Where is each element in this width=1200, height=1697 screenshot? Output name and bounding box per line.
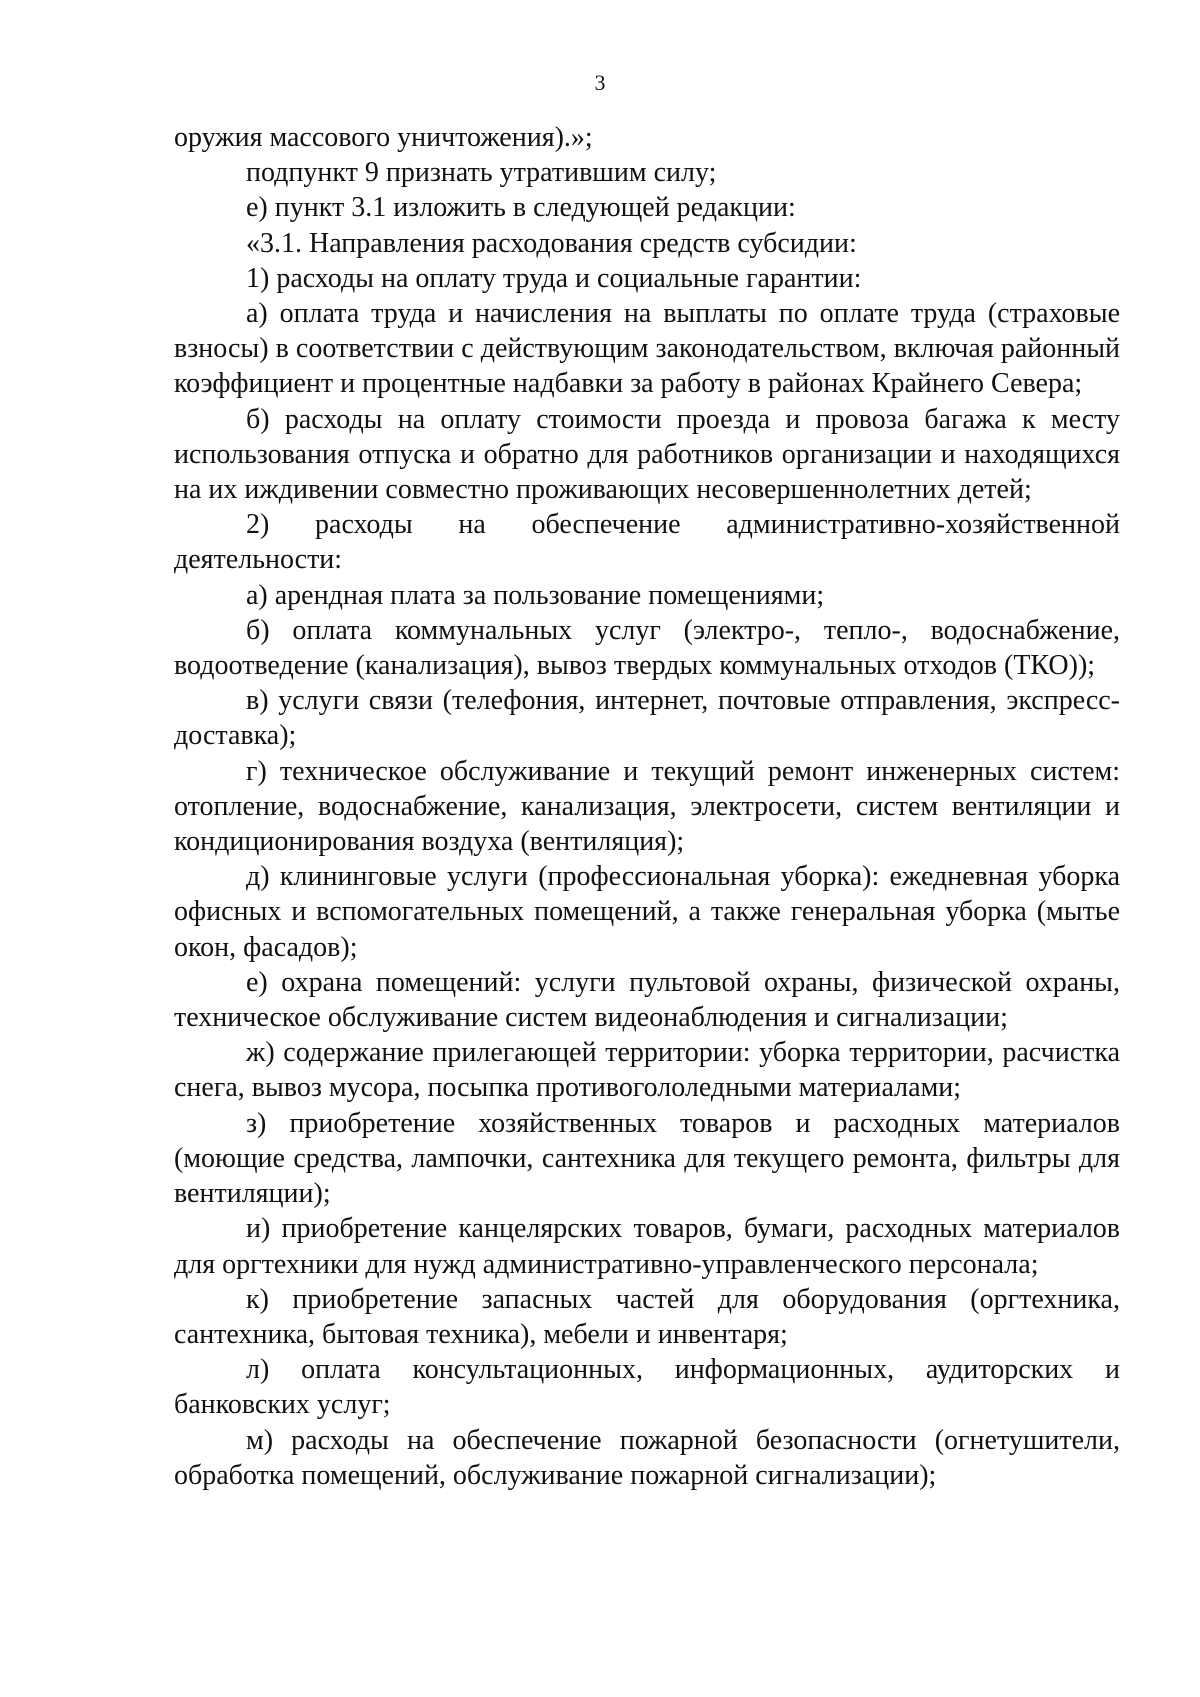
paragraph: е) охрана помещений: услуги пультовой охраны, физической охраны, техническое обслуживание систем видеонаблюдения и сигнализации; bbox=[174, 966, 1120, 1034]
paragraph: оружия массового уничтожения).»; bbox=[174, 122, 593, 153]
paragraph: 2) расходы на обеспечение административно-хозяйственной деятельности: bbox=[174, 509, 1120, 576]
paragraph: «3.1. Направления расходования средств субсидии: bbox=[246, 227, 857, 259]
paragraph: б) расходы на оплату стоимости проезда и провоза багажа к месту использования отпуска и обратно для работников организации и находящихся на их иждивении совместно проживающих несовершеннолетних детей; bbox=[174, 403, 1120, 506]
paragraph: з) приобретение хозяйственных товаров и расходных материалов (моющие средства, лампочки, сантехника для текущего ремонта, фильтры для вентиляции); bbox=[174, 1107, 1120, 1210]
paragraph: м) расходы на обеспечение пожарной безопасности (огнетушители, обработка помещений, обслуживание пожарной сигнализации); bbox=[174, 1424, 1120, 1491]
paragraph: л) оплата консультационных, информационных, аудиторских и банковских услуг; bbox=[174, 1354, 1120, 1421]
paragraph: а) оплата труда и начисления на выплаты по оплате труда (страховые взносы) в соответствии с действующим законодательством, включая районный коэффициент и процентные надбавки за работу в районах Крайнего Севера; bbox=[174, 298, 1120, 400]
paragraph: в) услуги связи (телефония, интернет, почтовые отправления, экспресс-доставка); bbox=[174, 685, 1120, 752]
paragraph: г) техническое обслуживание и текущий ремонт инженерных систем: отопление, водоснабжение, канализация, электросети, систем вентиляции и кондиционирования воздуха (вентиляция); bbox=[174, 755, 1120, 858]
page-number: 3 bbox=[594, 70, 606, 95]
paragraph: к) приобретение запасных частей для оборудования (оргтехника, сантехника, бытовая техника), мебели и инвентаря; bbox=[174, 1283, 1120, 1350]
paragraph: ж) содержание прилегающей территории: уборка территории, расчистка снега, вывоз мусора, посыпка противогололедными материалами; bbox=[174, 1037, 1120, 1104]
document-body bbox=[174, 120, 1120, 1493]
paragraph: подпункт 9 признать утратившим силу; bbox=[246, 157, 717, 189]
paragraph: е) пункт 3.1 изложить в следующей редакции: bbox=[246, 192, 796, 224]
paragraph: б) оплата коммунальных услуг (электро-, тепло-, водоснабжение, водоотведение (канализация), вывоз твердых коммунальных отходов (ТКО)); bbox=[174, 614, 1120, 682]
paragraph: и) приобретение канцелярских товаров, бумаги, расходных материалов для оргтехники для нужд административно-управленческого персонала; bbox=[174, 1213, 1120, 1280]
paragraph: 1) расходы на оплату труда и социальные гарантии: bbox=[246, 262, 862, 294]
paragraph: а) арендная плата за пользование помещениями; bbox=[246, 579, 825, 611]
paragraph: д) клининговые услуги (профессиональная уборка): ежедневная уборка офисных и вспомогательных помещений, а также генеральная уборка (мытье окон, фасадов); bbox=[174, 861, 1120, 963]
